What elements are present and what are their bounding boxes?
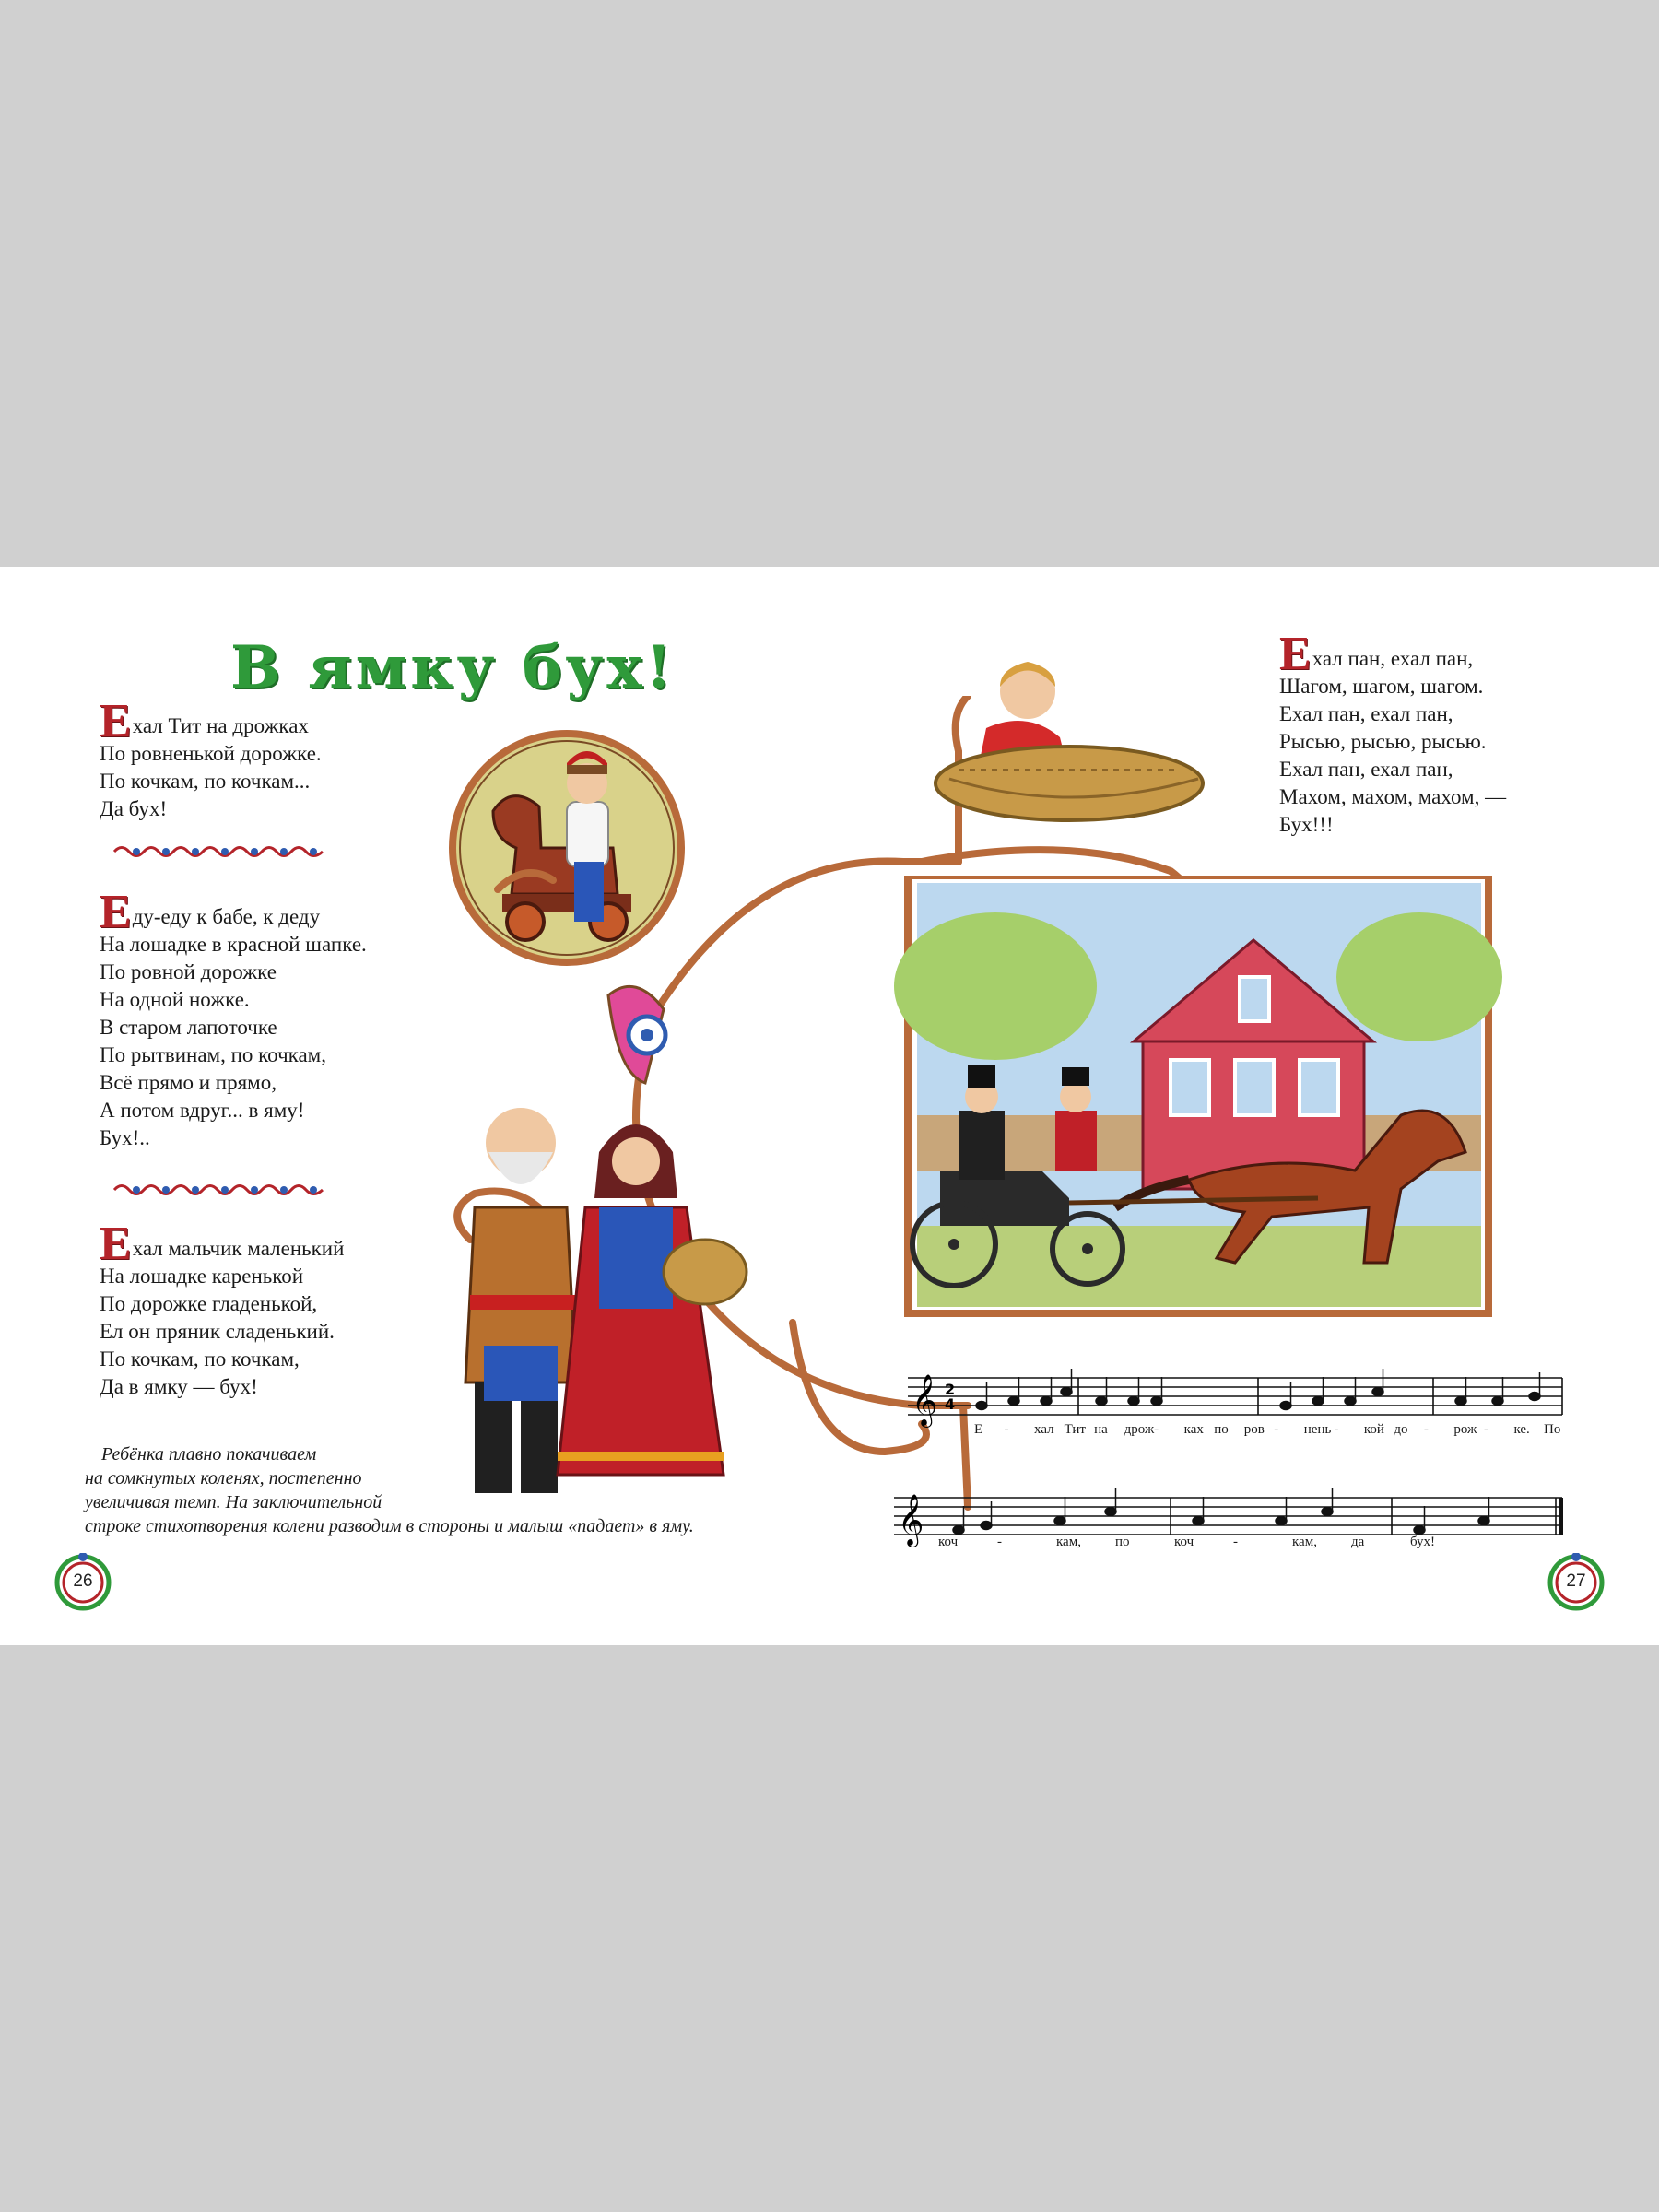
music-note bbox=[1041, 1397, 1052, 1406]
poem-line: Ехал пан, ехал пан, bbox=[1279, 758, 1453, 781]
child-in-bast-shoe-illustration bbox=[922, 654, 1226, 825]
poem-line: Шагом, шагом, шагом. bbox=[1279, 675, 1484, 698]
music-note bbox=[1372, 1388, 1383, 1396]
lyric-syllable: Тит bbox=[1064, 1422, 1086, 1437]
page-title: В ямку бух! bbox=[230, 633, 676, 702]
poem-line: По кочкам, по кочкам, bbox=[100, 1347, 300, 1371]
lyric-syllable: кой bbox=[1363, 1422, 1384, 1437]
music-note bbox=[1478, 1517, 1489, 1525]
lyric-syllable: хал bbox=[1034, 1422, 1054, 1437]
ornament-divider bbox=[112, 841, 324, 862]
drop-capital: Е bbox=[100, 1218, 132, 1270]
music-note bbox=[953, 1526, 964, 1535]
poem-line: На лошадке в красной шапке. bbox=[100, 933, 367, 956]
poem-line: На одной ножке. bbox=[100, 988, 250, 1011]
music-note bbox=[1193, 1517, 1204, 1525]
lyric-syllable: - bbox=[1423, 1422, 1429, 1437]
lyric-syllable: ках bbox=[1183, 1422, 1204, 1437]
page-number-text: 26 bbox=[73, 1571, 93, 1591]
lyric-syllable: по bbox=[1115, 1535, 1130, 1549]
lyric-syllable: - bbox=[1233, 1535, 1238, 1549]
drop-capital: Е bbox=[1279, 628, 1312, 680]
music-note bbox=[1529, 1393, 1540, 1401]
music-note bbox=[1061, 1388, 1072, 1396]
music-note bbox=[1105, 1508, 1116, 1516]
ornament-divider bbox=[112, 1180, 324, 1200]
drop-capital: Е bbox=[100, 695, 132, 747]
time-signature-top: 2 bbox=[945, 1381, 956, 1398]
music-note bbox=[1345, 1397, 1356, 1406]
lyric-syllable: - bbox=[1483, 1422, 1488, 1437]
poem-line: А потом вдруг... в яму! bbox=[100, 1099, 305, 1122]
lyric-syllable: - bbox=[1274, 1422, 1279, 1437]
lyric-syllable: ров bbox=[1243, 1422, 1265, 1437]
music-note bbox=[1280, 1402, 1291, 1410]
lyric-syllable: кам, bbox=[1292, 1535, 1317, 1549]
poem-line: хал мальчик маленький bbox=[132, 1237, 345, 1260]
lyric-syllable: По bbox=[1544, 1422, 1561, 1437]
poem-line: Бух!.. bbox=[100, 1126, 150, 1149]
music-note bbox=[1455, 1397, 1466, 1406]
horse-carriage-scene-illustration bbox=[885, 876, 1530, 1327]
lyric-syllable: рож bbox=[1453, 1422, 1477, 1437]
poem-1 bbox=[100, 695, 322, 823]
lyric-syllable: по bbox=[1214, 1422, 1229, 1437]
book-spread bbox=[0, 567, 1659, 1645]
music-note bbox=[1096, 1397, 1107, 1406]
lyric-syllable: - bbox=[1004, 1422, 1009, 1437]
time-signature-bottom: 4 bbox=[945, 1395, 956, 1413]
music-note bbox=[1054, 1517, 1065, 1525]
note-line: строке стихотворения колени разводим в стороны и малыш «падает» в яму. bbox=[85, 1516, 694, 1536]
poem-line: Бух!!! bbox=[1279, 813, 1334, 836]
poem-line: Ел он пряник сладенький. bbox=[100, 1320, 335, 1343]
lyric-syllable: дрож bbox=[1124, 1422, 1155, 1437]
lyric-syllable: коч bbox=[1174, 1535, 1194, 1549]
lyric-syllable: - bbox=[1154, 1422, 1159, 1437]
poem-line: По дорожке гладенькой, bbox=[100, 1292, 318, 1315]
music-note bbox=[981, 1522, 992, 1530]
poem-2 bbox=[100, 886, 367, 1152]
poem-1-first-line bbox=[100, 695, 322, 747]
lyric-syllable: ке. bbox=[1513, 1422, 1530, 1437]
poem-line: Махом, махом, махом, — bbox=[1279, 785, 1507, 808]
lyric-syllable: нень bbox=[1303, 1422, 1332, 1437]
lyric-syllable: коч bbox=[938, 1535, 959, 1549]
poem-4-first-line bbox=[1279, 628, 1506, 680]
drop-capital: Е bbox=[100, 886, 132, 938]
lyric-syllable: - bbox=[997, 1535, 1002, 1549]
poem-line: хал пан, ехал пан, bbox=[1312, 647, 1474, 670]
music-note bbox=[1008, 1397, 1019, 1406]
poem-line: хал Тит на дрожках bbox=[132, 714, 309, 737]
poem-line: Ехал пан, ехал пан, bbox=[1279, 702, 1453, 725]
music-note bbox=[1492, 1397, 1503, 1406]
lyric-syllable: бух! bbox=[1410, 1535, 1436, 1549]
poem-line: В старом лапоточке bbox=[100, 1016, 277, 1039]
lyric-syllable: до bbox=[1394, 1422, 1408, 1437]
lyric-syllable: Е bbox=[974, 1422, 983, 1437]
music-note bbox=[1322, 1508, 1333, 1516]
music-note bbox=[1414, 1526, 1425, 1535]
note-line: Ребёнка плавно покачиваем bbox=[101, 1444, 317, 1465]
poem-2-first-line bbox=[100, 886, 367, 938]
poem-line: По ровненькой дорожке. bbox=[100, 742, 322, 765]
note-line: на сомкнутых коленях, постепенно bbox=[85, 1468, 362, 1488]
note-line: увеличивая темп. На заключительной bbox=[85, 1492, 382, 1512]
lyric-syllable: на bbox=[1094, 1422, 1108, 1437]
music-note bbox=[1312, 1397, 1324, 1406]
treble-clef-icon: 𝄞 bbox=[898, 1494, 924, 1546]
poem-line: Да в ямку — бух! bbox=[100, 1375, 258, 1398]
page-number-right bbox=[1547, 1553, 1606, 1612]
poem-line: На лошадке каренькой bbox=[100, 1265, 304, 1288]
music-note bbox=[1151, 1397, 1162, 1406]
lyric-syllable: - bbox=[1334, 1422, 1339, 1437]
music-note bbox=[1128, 1397, 1139, 1406]
page-number-text: 27 bbox=[1566, 1571, 1586, 1591]
old-couple-illustration bbox=[419, 1088, 770, 1512]
poem-3-first-line bbox=[100, 1218, 345, 1270]
poem-line: По рытвинам, по кочкам, bbox=[100, 1043, 326, 1066]
poem-3 bbox=[100, 1218, 345, 1401]
poem-line: По ровной дорожке bbox=[100, 960, 276, 983]
poem-line: Рысью, рысью, рысью. bbox=[1279, 730, 1487, 753]
lyric-syllable: да bbox=[1351, 1535, 1365, 1549]
lyric-syllable: кам, bbox=[1056, 1535, 1081, 1549]
page-number-left bbox=[53, 1553, 112, 1612]
poem-line: Всё прямо и прямо, bbox=[100, 1071, 276, 1094]
poem-line: По кочкам, по кочкам... bbox=[100, 770, 311, 793]
poem-line: ду-еду к бабе, к деду bbox=[132, 905, 321, 928]
poem-4 bbox=[1279, 628, 1507, 839]
music-note bbox=[1276, 1517, 1287, 1525]
poem-line: Да бух! bbox=[100, 797, 168, 820]
treble-clef-icon: 𝄞 bbox=[912, 1374, 938, 1426]
music-note bbox=[976, 1402, 987, 1410]
